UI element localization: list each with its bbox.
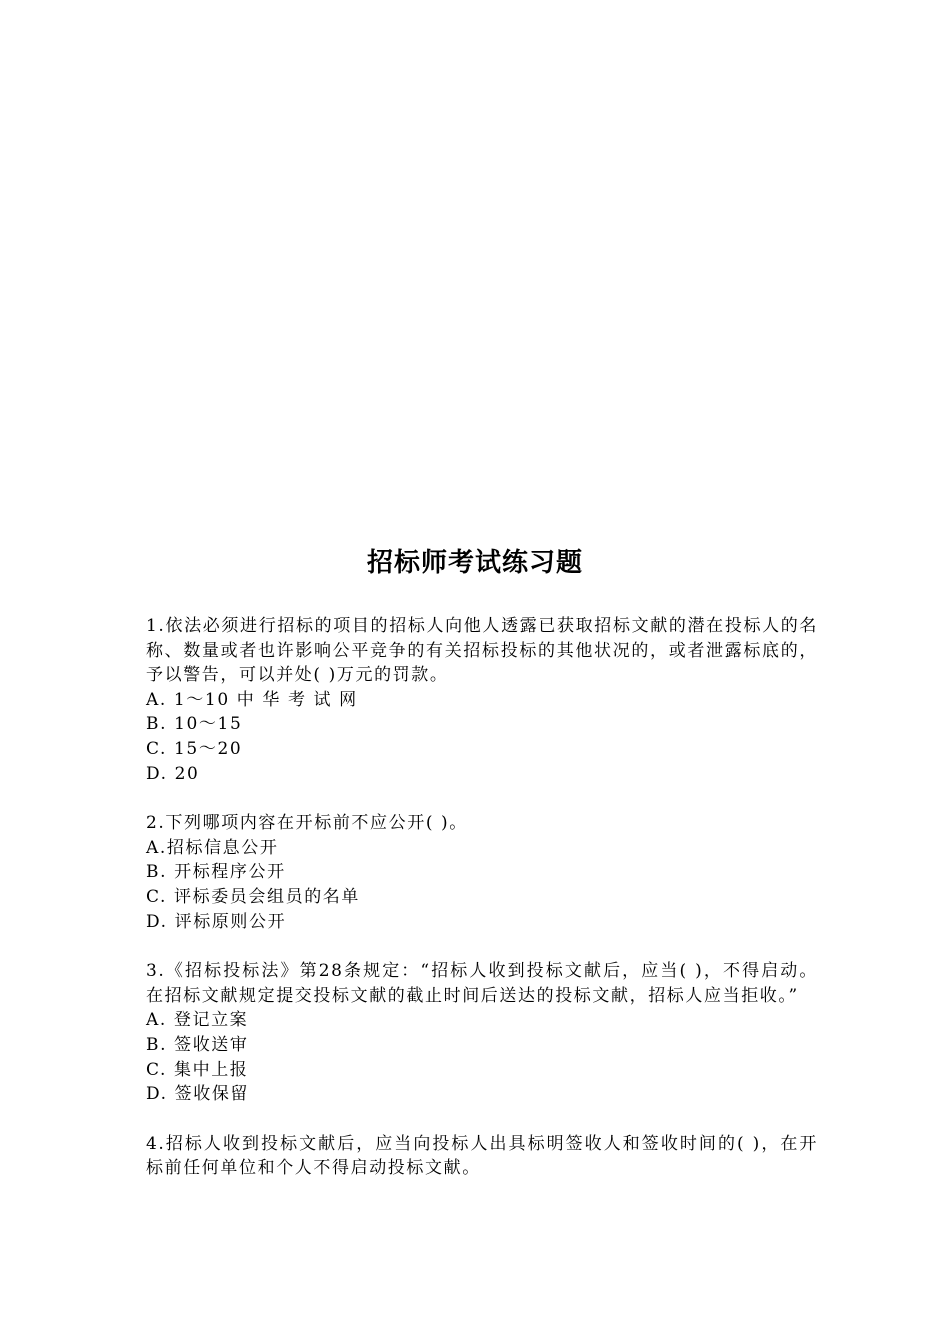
- question-stem: 2.下列哪项内容在开标前不应公开( )。: [146, 813, 468, 834]
- option-c: C. 评标委员会组员的名单: [146, 886, 361, 907]
- question-stem: 1.依法必须进行招标的项目的招标人向他人透露已获取招标文献的潜在投标人的名称、数量或者也许影响公平竞争的有关招标投标的其他状况的，或者泄露标底的，予以警告，可以并处( )万元的罚款。: [146, 616, 818, 686]
- option-d: D. 评标原则公开: [146, 911, 287, 932]
- question-1: [146, 614, 818, 786]
- option-a: A. 登记立案: [146, 1010, 249, 1031]
- option-b: B. 开标程序公开: [146, 862, 286, 883]
- question-stem: 4.招标人收到投标文献后，应当向投标人出具标明签收人和签收时间的( )，在开标前任何单位和个人不得启动投标文献。: [146, 1133, 818, 1179]
- option-d: D. 签收保留: [146, 1084, 250, 1105]
- option-c: C. 15～20: [146, 738, 243, 759]
- question-2: [146, 811, 818, 934]
- option-d: D. 20: [146, 763, 200, 784]
- question-list: [146, 614, 818, 1206]
- option-b: B. 签收送审: [146, 1034, 249, 1055]
- question-4: [146, 1132, 818, 1181]
- option-a: A.招标信息公开: [146, 837, 279, 858]
- option-c: C. 集中上报: [146, 1059, 249, 1080]
- option-a: A. 1～10 中 华 考 试 网: [146, 689, 358, 710]
- page-title: 招标师考试练习题: [366, 548, 583, 578]
- question-3: [146, 959, 818, 1107]
- question-stem: 3.《招标投标法》第28条规定：“招标人收到投标文献后，应当( )，不得启动。在招标文献规定提交投标文献的截止时间后送达的投标文献，招标人应当拒收。”: [146, 961, 818, 1006]
- option-b: B. 10～15: [146, 714, 243, 735]
